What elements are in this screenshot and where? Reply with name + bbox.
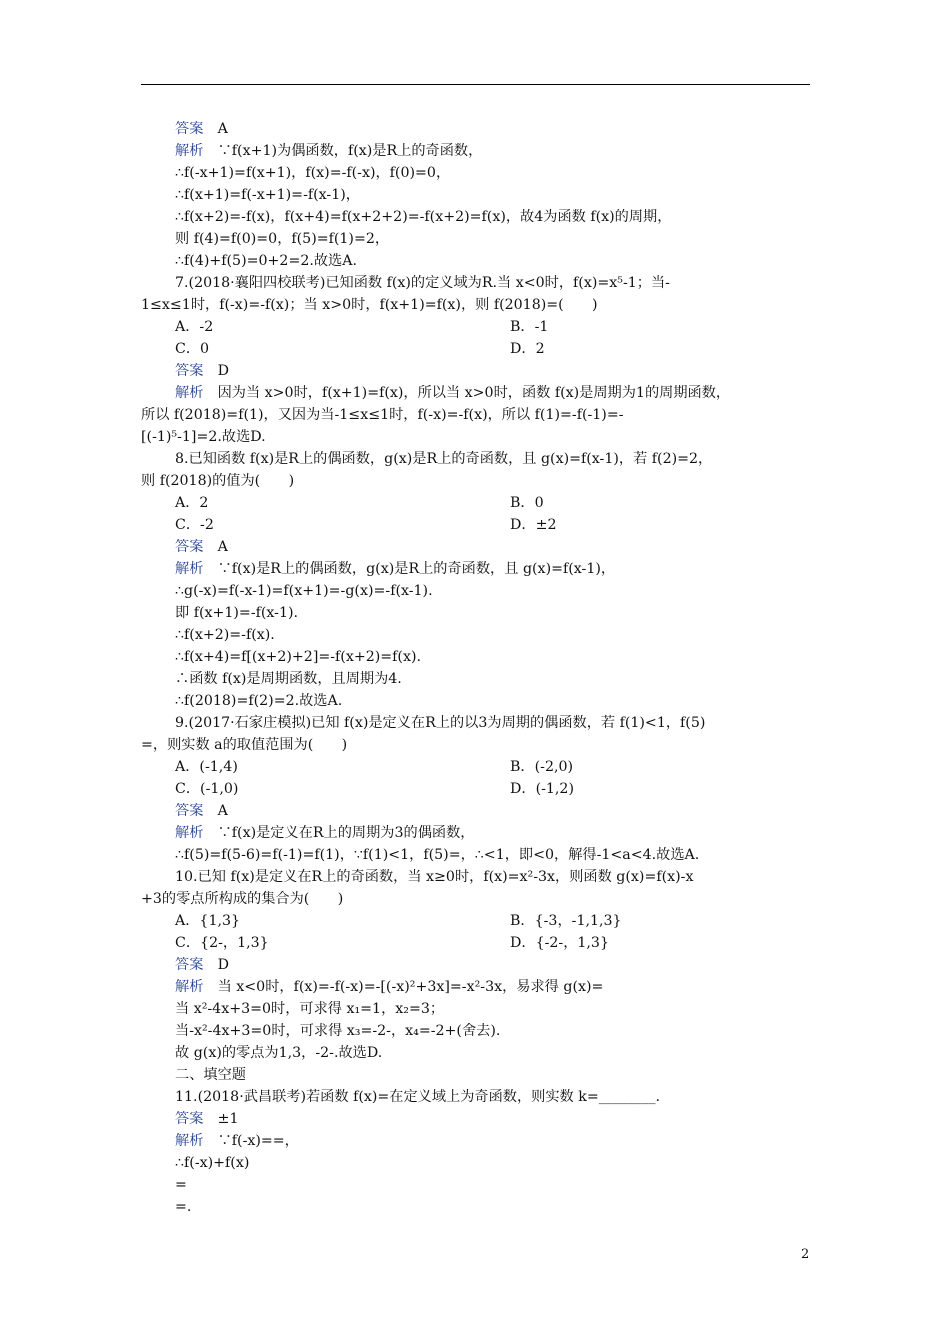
keyword-label: 解析 — [175, 825, 204, 841]
answer-line — [141, 360, 813, 382]
keyword-label: 解析 — [175, 979, 204, 995]
answer-text: 当 x<0时，f(x)=-f(-x)=-[(-x)²+3x]=-x²-3x，易求得 g(x)= — [217, 979, 604, 995]
option-right: B．0 — [510, 495, 544, 511]
text-line: +3的零点所构成的集合为( ) — [141, 891, 344, 907]
answer-line — [141, 536, 813, 558]
option-left: A．(-1,4) — [175, 759, 238, 775]
text-line: =. — [175, 1199, 192, 1215]
answer-options-row — [141, 778, 813, 800]
page-number: 2 — [801, 1247, 810, 1262]
keyword-label: 答案 — [175, 539, 204, 555]
option-right: D．2 — [510, 341, 545, 357]
keyword-label: 答案 — [175, 957, 204, 973]
answer-text: A — [217, 803, 228, 819]
text-line: 7.(2018·襄阳四校联考)已知函数 f(x)的定义域为R.当 x<0时，f(x)=x⁵-1；当- — [175, 275, 670, 291]
keyword-label: 解析 — [175, 1133, 204, 1149]
text-line: 则 f(2018)的值为( ) — [141, 473, 295, 489]
keyword-label: 答案 — [175, 363, 204, 379]
answer-text: ∵f(x+1)为偶函数，f(x)是R上的奇函数， — [217, 143, 483, 159]
answer-options-row — [141, 514, 813, 536]
header-rule — [141, 84, 810, 85]
text-line: ∴f(4)+f(5)=0+2=2.故选A. — [175, 253, 357, 269]
keyword-label: 解析 — [175, 385, 204, 401]
answer-text: D — [217, 957, 229, 973]
text-line: 8.已知函数 f(x)是R上的偶函数，g(x)是R上的奇函数，且 g(x)=f(x-1)，若 f(2)=2， — [175, 451, 713, 467]
answer-text: A — [217, 121, 228, 137]
text-line: 当-x²-4x+3=0时，可求得 x₃=-2-，x₄=-2+(舍去). — [175, 1023, 501, 1039]
text-line: 二、填空题 — [175, 1067, 246, 1083]
text-line: 当 x²-4x+3=0时，可求得 x₁=1，x₂=3； — [175, 1001, 445, 1017]
option-left: A．-2 — [175, 319, 214, 335]
option-right: D．{-2-，1,3} — [510, 935, 609, 951]
option-left: C．{2-，1,3} — [175, 935, 269, 951]
text-line: ∴f(x+2)=-f(x). — [175, 627, 275, 643]
answer-line — [141, 800, 813, 822]
option-left: C．0 — [175, 341, 210, 357]
answer-text: 因为当 x>0时，f(x+1)=f(x)，所以当 x>0时，函数 f(x)是周期为1的周期函数， — [217, 385, 731, 401]
text-line: ∴f(x+1)=f(-x+1)=-f(x-1)， — [175, 187, 360, 203]
text-line: ∴f(-x+1)=f(x+1)，f(x)=-f(-x)，f(0)=0， — [175, 165, 451, 181]
keyword-label: 答案 — [175, 803, 204, 819]
text-line: ∴g(-x)=f(-x-1)=f(x+1)=-g(x)=-f(x-1). — [175, 583, 433, 599]
answer-line — [141, 558, 813, 580]
text-line: 11.(2018·武昌联考)若函数 f(x)=在定义域上为奇函数，则实数 k=________. — [175, 1089, 660, 1105]
answer-line — [141, 140, 813, 162]
text-line: 1≤x≤1时，f(-x)=-f(x)；当 x>0时，f(x+1)=f(x)，则 f(2018)=( ) — [141, 297, 598, 313]
text-line: ∴f(-x)+f(x) — [175, 1155, 250, 1171]
answer-options-row — [141, 492, 813, 514]
option-right: D．(-1,2) — [510, 781, 574, 797]
answer-options-row — [141, 756, 813, 778]
option-left: A．{1,3} — [175, 913, 241, 929]
keyword-label: 解析 — [175, 143, 204, 159]
answer-options-row — [141, 338, 813, 360]
document-body — [141, 118, 813, 1218]
text-line: ∴f(x+2)=-f(x)，f(x+4)=f(x+2+2)=-f(x+2)=f(x)，故4为函数 f(x)的周期， — [175, 209, 672, 225]
answer-options-row — [141, 932, 813, 954]
text-line: = — [175, 1177, 187, 1193]
text-line: ∴f(5)=f(5-6)=f(-1)=f(1)，∵f(1)<1，f(5)=，∴<1，即<0，解得-1<a<4.故选A. — [175, 847, 700, 863]
text-line: [(-1)⁵-1]=2.故选D. — [141, 429, 266, 445]
keyword-label: 答案 — [175, 1111, 204, 1127]
answer-text: D — [217, 363, 229, 379]
option-right: B．-1 — [510, 319, 549, 335]
option-left: C．-2 — [175, 517, 214, 533]
option-left: C．(-1,0) — [175, 781, 239, 797]
answer-line — [141, 1108, 813, 1130]
answer-line — [141, 976, 813, 998]
keyword-label: 解析 — [175, 561, 204, 577]
answer-line — [141, 822, 813, 844]
text-line: 所以 f(2018)=f(1)，又因为当-1≤x≤1时，f(-x)=-f(x)，所以 f(1)=-f(-1)=- — [141, 407, 624, 423]
answer-line — [141, 1130, 813, 1152]
option-right: B．(-2,0) — [510, 759, 574, 775]
text-line: 即 f(x+1)=-f(x-1). — [175, 605, 299, 621]
answer-line — [141, 118, 813, 140]
answer-text: ±1 — [217, 1111, 239, 1127]
answer-line — [141, 382, 813, 404]
answer-options-row — [141, 910, 813, 932]
text-line: 故 g(x)的零点为1,3，-2-.故选D. — [175, 1045, 383, 1061]
text-line: 则 f(4)=f(0)=0，f(5)=f(1)=2， — [175, 231, 390, 247]
text-line: ∴函数 f(x)是周期函数，且周期为4. — [175, 671, 402, 687]
answer-text: ∵f(x)是定义在R上的周期为3的偶函数， — [217, 825, 475, 841]
answer-text: A — [217, 539, 228, 555]
text-line: 10.已知 f(x)是定义在R上的奇函数，当 x≥0时，f(x)=x²-3x，则函数 g(x)=f(x)-x — [175, 869, 694, 885]
answer-text: ∵f(-x)==， — [217, 1133, 299, 1149]
option-left: A．2 — [175, 495, 209, 511]
text-line: =，则实数 a的取值范围为( ) — [141, 737, 348, 753]
keyword-label: 答案 — [175, 121, 204, 137]
answer-options-row — [141, 316, 813, 338]
option-right: B．{-3，-1,1,3} — [510, 913, 622, 929]
text-line: ∴f(x+4)=f[(x+2)+2]=-f(x+2)=f(x). — [175, 649, 422, 665]
text-line: ∴f(2018)=f(2)=2.故选A. — [175, 693, 343, 709]
option-right: D．±2 — [510, 517, 557, 533]
text-line: 9.(2017·石家庄模拟)已知 f(x)是定义在R上的以3为周期的偶函数，若 f(1)<1，f(5) — [175, 715, 706, 731]
answer-text: ∵f(x)是R上的偶函数，g(x)是R上的奇函数，且 g(x)=f(x-1)， — [217, 561, 616, 577]
answer-line — [141, 954, 813, 976]
